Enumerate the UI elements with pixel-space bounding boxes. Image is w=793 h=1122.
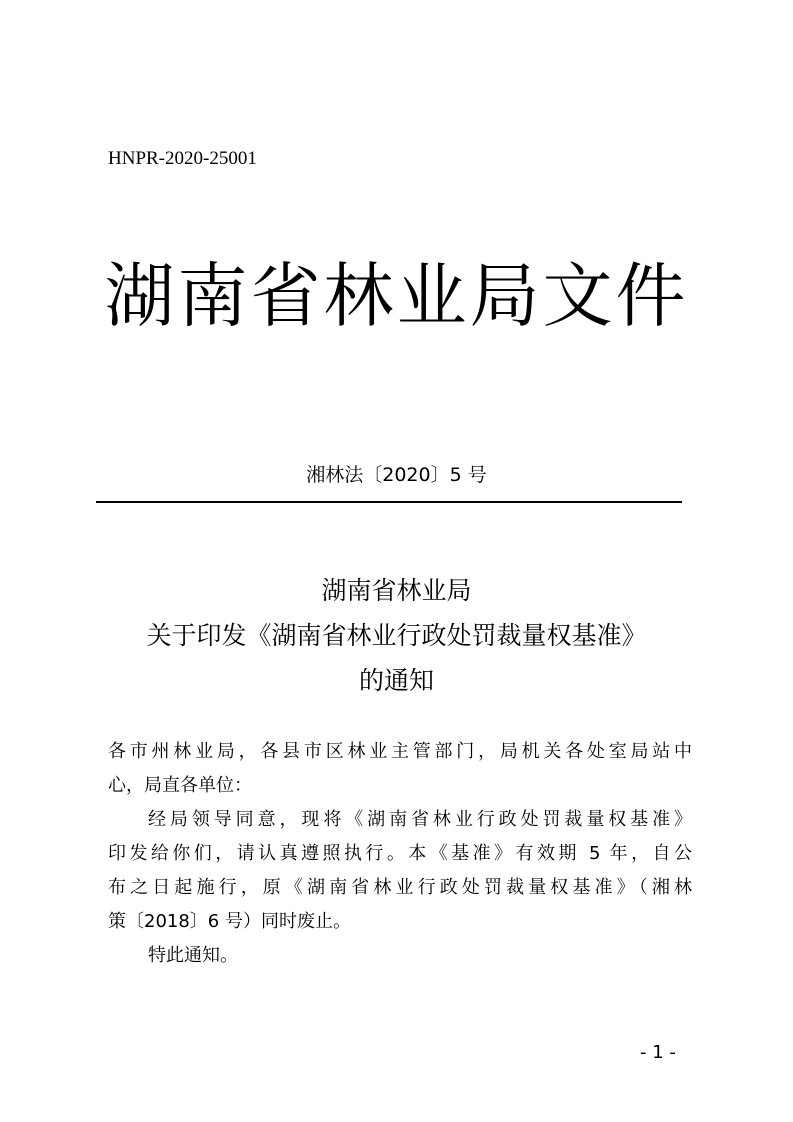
document-code: HNPR-2020-25001 bbox=[108, 148, 257, 169]
paragraph-line: 印发给你们，请认真遵照执行。本《基准》有效期 5 年，自公 bbox=[108, 843, 692, 864]
document-number: 湘林法〔2020〕5 号 bbox=[306, 464, 487, 486]
document-body bbox=[108, 735, 692, 973]
addressee-line: 心，局直各单位： bbox=[108, 775, 252, 796]
closing-paragraph bbox=[108, 939, 692, 973]
paragraph-line: 经局领导同意，现将《湖南省林业行政处罚裁量权基准》 bbox=[148, 809, 692, 830]
document-title bbox=[60, 568, 733, 703]
title-line: 关于印发《湖南省林业行政处罚裁量权基准》 bbox=[146, 621, 647, 650]
closing-line: 特此通知。 bbox=[148, 945, 238, 966]
title-line: 的通知 bbox=[358, 666, 434, 695]
header-divider bbox=[96, 501, 682, 503]
paragraph-line: 策〔2018〕6 号）同时废止。 bbox=[108, 911, 351, 932]
title-line: 湖南省林业局 bbox=[321, 576, 472, 605]
addressee-line: 各市州林业局，各县市区林业主管部门，局机关各处室局站中 bbox=[108, 741, 692, 762]
addressee bbox=[108, 735, 692, 803]
paragraph-line: 布之日起施行，原《湖南省林业行政处罚裁量权基准》（湘林 bbox=[108, 877, 692, 898]
main-paragraph bbox=[108, 803, 692, 939]
document-header: 湖南省林业局文件 bbox=[104, 255, 689, 337]
page-number: - 1 - bbox=[640, 1042, 676, 1063]
